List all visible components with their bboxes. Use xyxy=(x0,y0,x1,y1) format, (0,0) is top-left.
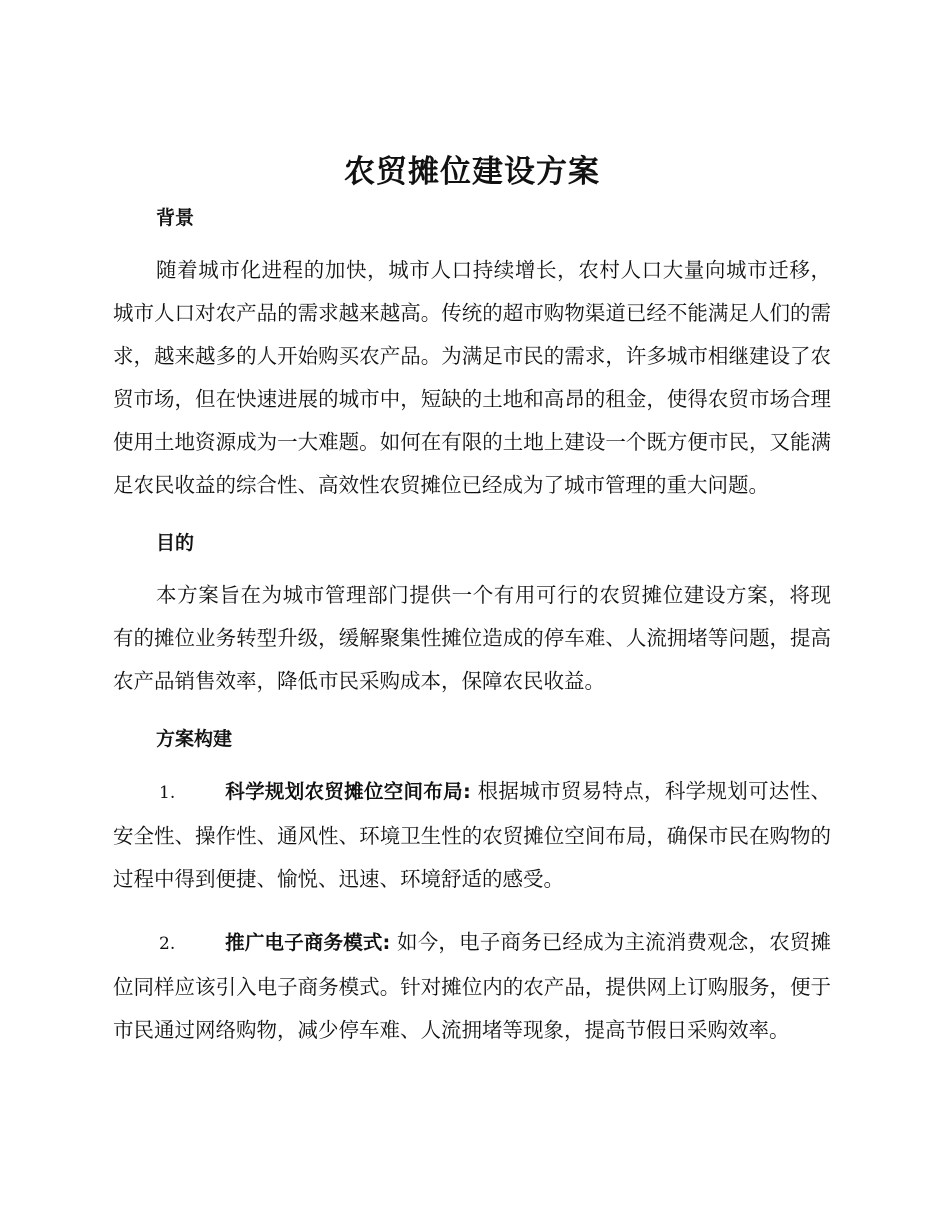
plan-item-label: 推广电子商务模式: xyxy=(225,931,391,954)
plan-item-text: 如今，电子商务已经成为主流消费观念，农贸摊位同样应该引入电子商务模式。针对摊位内的农产品，提供网上订购服务，便于市民通过网络购物，减少停车难、人流拥堵等现象，提高节假日采购效率。 xyxy=(113,930,831,1042)
section-heading-background: 背景 xyxy=(156,207,195,229)
section-heading-plan: 方案构建 xyxy=(156,728,233,750)
plan-item-2 xyxy=(113,921,831,1052)
purpose-paragraph: 本方案旨在为城市管理部门提供一个有用可行的农贸摊位建设方案，将现有的摊位业务转型升级，缓解聚集性摊位造成的停车难、人流拥堵等问题，提高农产品销售效率，降低市民采购成本，保障农民收益。 xyxy=(113,583,831,693)
section-heading-purpose: 目的 xyxy=(156,532,195,554)
plan-item-label: 科学规划农贸摊位空间布局: xyxy=(225,780,471,803)
plan-item-1 xyxy=(113,770,831,901)
plan-item-number: 2. xyxy=(159,934,176,954)
background-paragraph: 随着城市化进程的加快，城市人口持续增长，农村人口大量向城市迁移，城市人口对农产品的需求越来越高。传统的超市购物渠道已经不能满足人们的需求，越来越多的人开始购买农产品。为满足市民的需求，许多城市相继建设了农贸市场，但在快速进展的城市中，短缺的土地和高昂的租金，使得农贸市场合理使用土地资源成为一大难题。如何在有限的土地上建设一个既方便市民，又能满足农民收益的综合性、高效性农贸摊位已经成为了城市管理的重大问题。 xyxy=(113,258,831,497)
document-page xyxy=(113,146,831,1052)
plan-item-text: 根据城市贸易特点，科学规划可达性、安全性、操作性、通风性、环境卫生性的农贸摊位空间布局，确保市民在购物的过程中得到便捷、愉悦、迅速、环境舒适的感受。 xyxy=(113,779,831,891)
document-title: 农贸摊位建设方案 xyxy=(344,154,600,190)
plan-item-number: 1. xyxy=(159,783,176,803)
